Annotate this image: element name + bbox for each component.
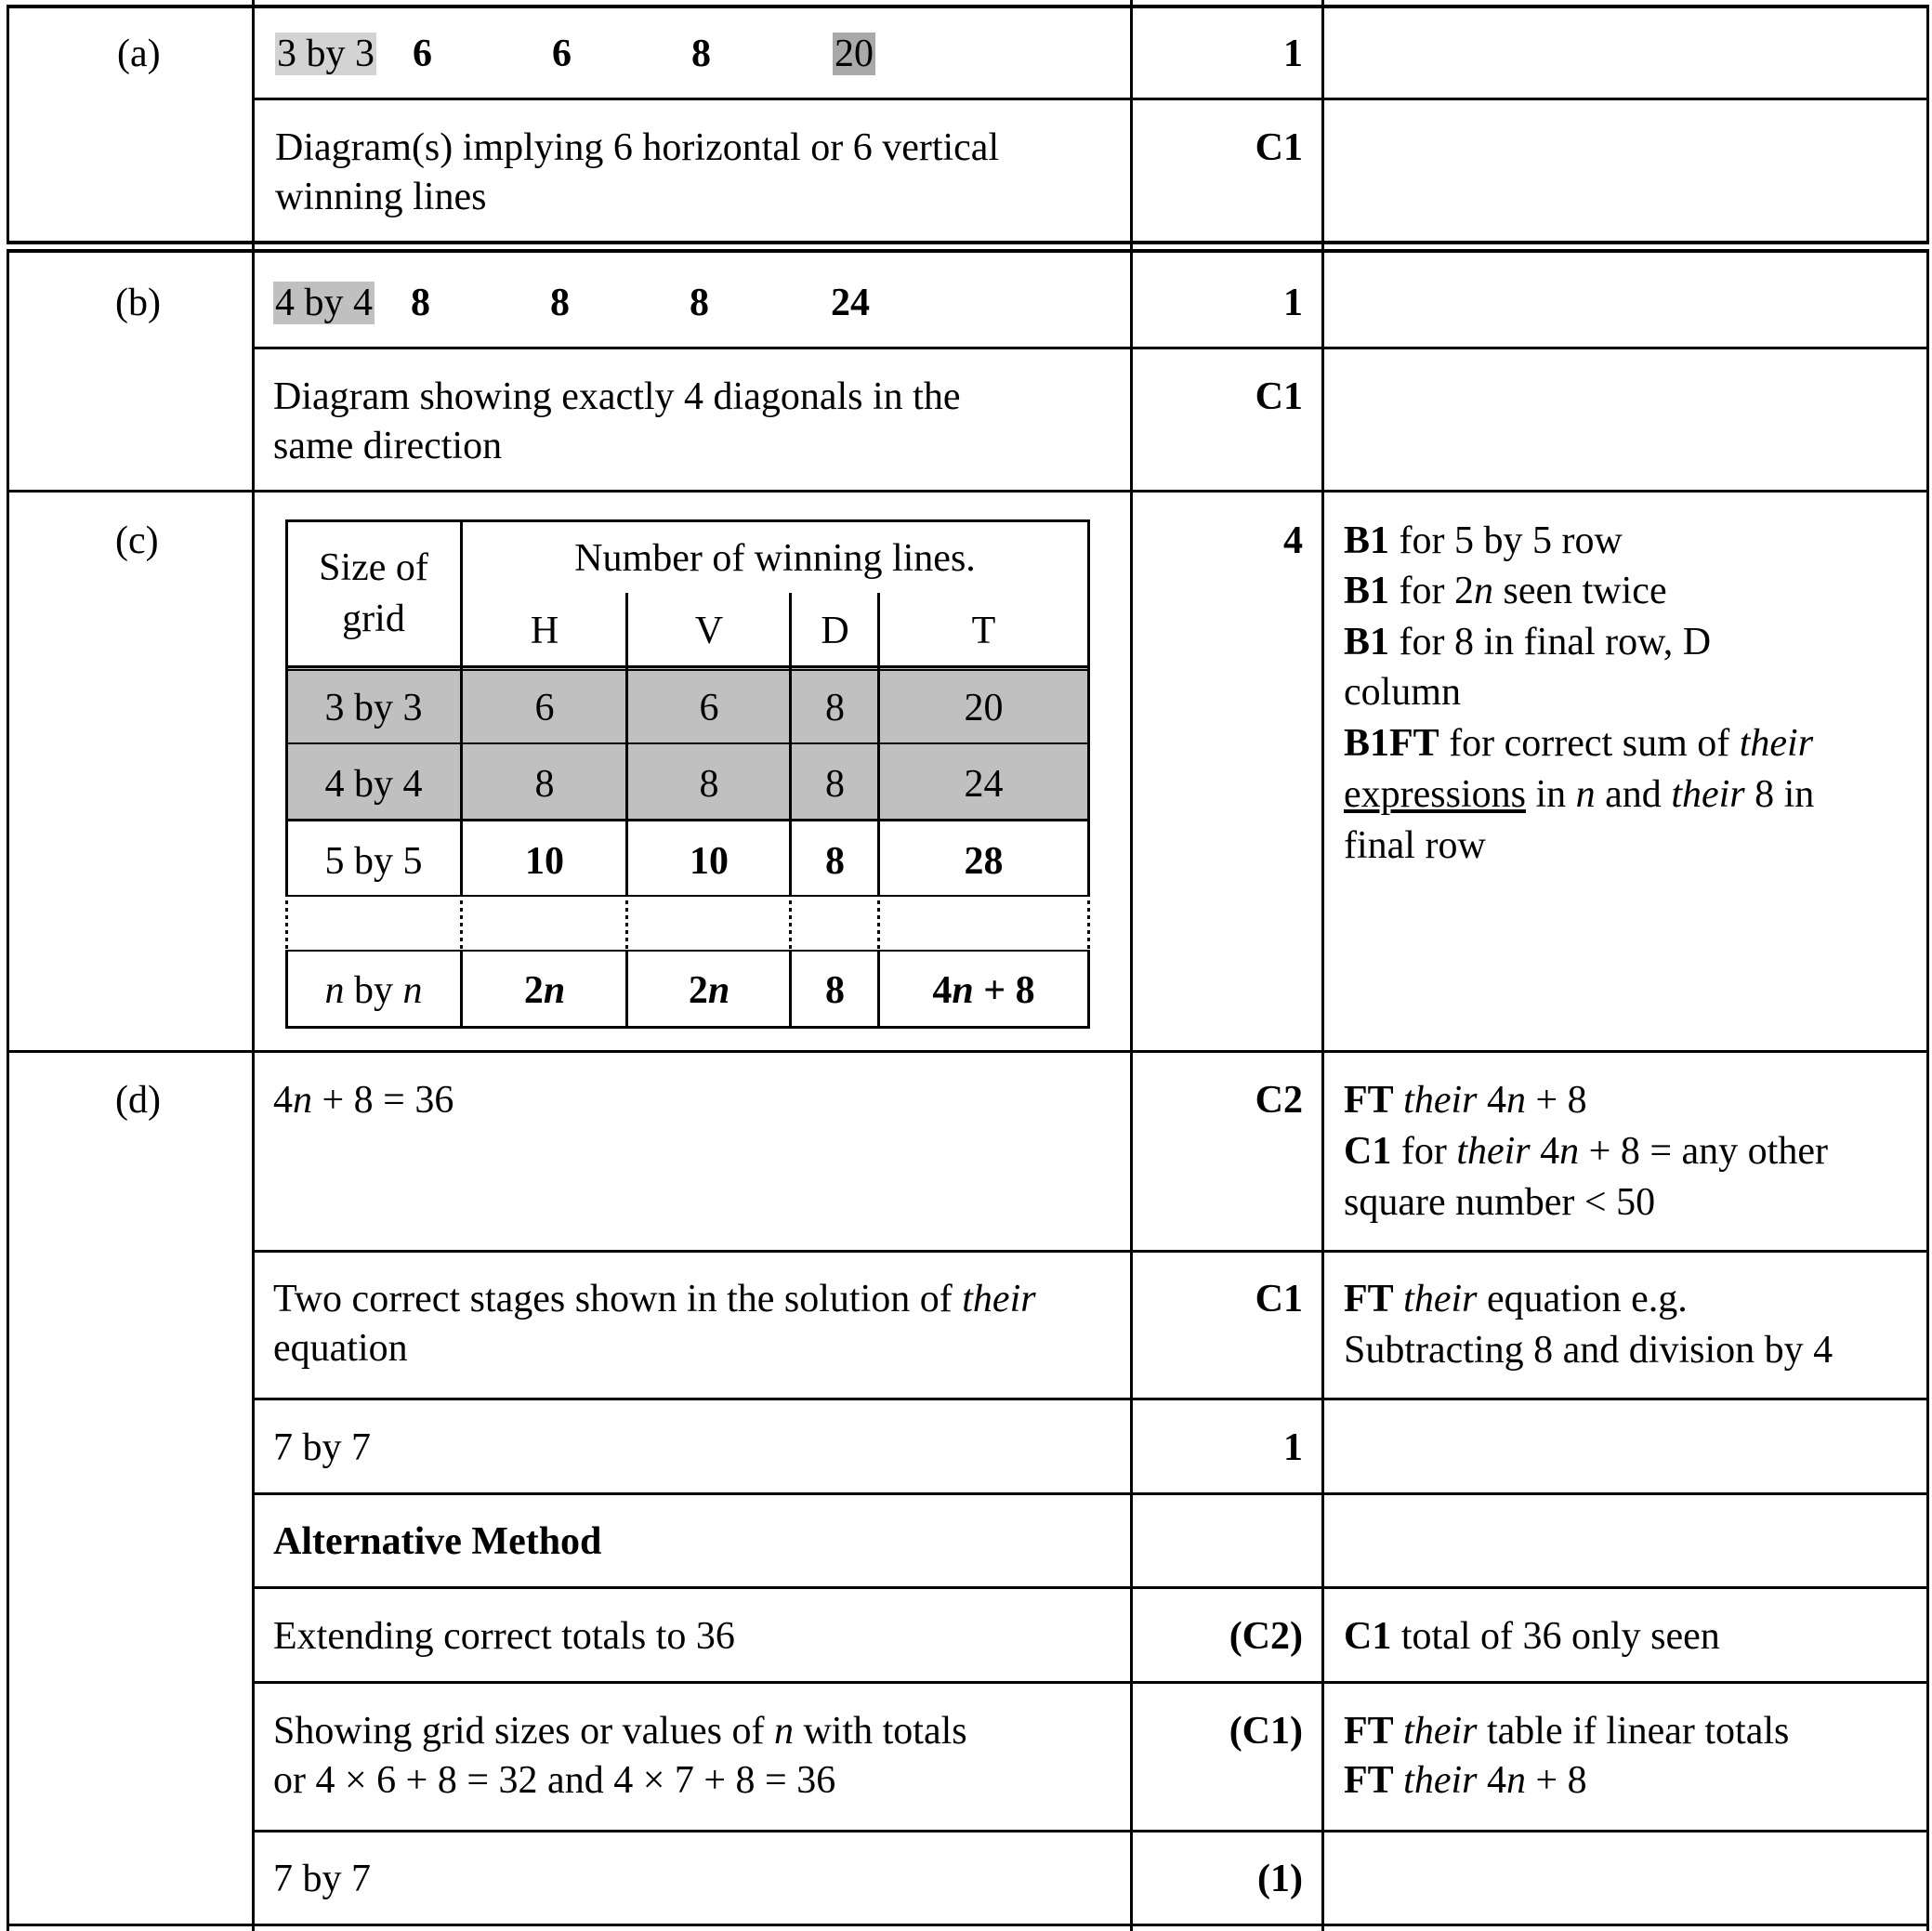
- var-n: n: [324, 969, 345, 1012]
- header-d: D: [821, 610, 849, 652]
- mark: 4: [1283, 519, 1303, 562]
- grid-size: 3 by 3: [277, 33, 375, 75]
- table-cell: 8: [534, 763, 555, 806]
- guidance: square number < 50: [1344, 1181, 1656, 1224]
- mark: 1: [1283, 1426, 1303, 1469]
- header-size: grid: [342, 598, 405, 640]
- t: Showing grid sizes or values of: [273, 1710, 774, 1753]
- table-cell: 24: [964, 763, 1004, 806]
- guidance-text: for correct sum of: [1439, 722, 1740, 765]
- guidance: Subtracting 8 and division by 4: [1344, 1329, 1833, 1372]
- answer-text: [273, 1707, 967, 1756]
- table-cell: 10: [690, 840, 729, 883]
- answer-h: 8: [411, 282, 430, 324]
- t: FT: [1344, 1710, 1394, 1753]
- guidance-text: their: [1739, 722, 1814, 765]
- guidance: [1344, 1076, 1587, 1125]
- mark: C1: [1255, 126, 1303, 169]
- t: n: [1506, 1759, 1526, 1802]
- t: Two correct stages shown in the solution of: [273, 1278, 963, 1320]
- table-cell: 28: [964, 840, 1004, 883]
- guidance-text: for 2: [1389, 570, 1474, 612]
- equation: [273, 1076, 453, 1125]
- t: FT: [1344, 1278, 1394, 1320]
- guidance-text: expressions: [1344, 773, 1526, 816]
- by: by: [344, 969, 403, 1012]
- part-d-label: (d): [115, 1079, 161, 1122]
- guidance-text: n: [1575, 773, 1596, 816]
- t: 4: [1530, 1130, 1560, 1173]
- guidance-text: 8 in: [1744, 773, 1815, 816]
- coef: 2: [523, 969, 544, 1012]
- guidance: [1344, 1612, 1720, 1662]
- answer-text: Extending correct totals to 36: [273, 1615, 735, 1658]
- table-cell: 4 by 4: [324, 763, 423, 806]
- header-h: H: [530, 610, 559, 652]
- var-n: n: [952, 969, 974, 1012]
- guidance-text: in: [1525, 773, 1576, 816]
- header-v: V: [694, 610, 724, 652]
- t: their: [1403, 1079, 1478, 1122]
- t: their: [962, 1278, 1036, 1320]
- guidance: [1344, 1275, 1688, 1324]
- guidance-line: [1344, 821, 1486, 871]
- t: table if linear totals: [1477, 1710, 1790, 1753]
- table-cell: 10: [525, 840, 564, 883]
- t: C1: [1344, 1615, 1392, 1658]
- answer-t: 20: [835, 33, 874, 75]
- table-cell: 8: [825, 687, 845, 729]
- guidance-text: B1: [1344, 570, 1390, 612]
- answer-v: 8: [550, 282, 570, 324]
- t: n: [1506, 1079, 1526, 1122]
- part-c-label: (c): [115, 519, 159, 562]
- answer-text: equation: [273, 1327, 408, 1370]
- cell-d: 8: [825, 969, 845, 1012]
- t: + 8: [1526, 1079, 1587, 1122]
- guidance-text: B1: [1344, 519, 1390, 562]
- answer-text: Diagram showing exactly 4 diagonals in the: [273, 375, 961, 418]
- t: 4: [1477, 1759, 1506, 1802]
- guidance-text: column: [1344, 671, 1461, 714]
- mark: C1: [1255, 1278, 1303, 1320]
- answer-h: 6: [413, 33, 432, 75]
- var-n: n: [707, 969, 730, 1012]
- t: their: [1403, 1759, 1478, 1802]
- alternative-method-heading: Alternative Method: [273, 1520, 602, 1563]
- mark: (C2): [1229, 1615, 1303, 1658]
- mark: (C1): [1229, 1710, 1303, 1753]
- guidance-text: for 8 in final row, D: [1389, 621, 1712, 663]
- part-a-label: (a): [117, 33, 161, 75]
- const: + 8: [973, 969, 1035, 1012]
- var-n: n: [293, 1079, 312, 1122]
- var-n: n: [543, 969, 566, 1012]
- var-n: n: [402, 969, 423, 1012]
- part-a-answer: [275, 30, 376, 79]
- guidance-line: [1344, 517, 1623, 566]
- mark: C1: [1255, 375, 1303, 418]
- t: FT: [1344, 1079, 1394, 1122]
- t: total of 36 only seen: [1391, 1615, 1720, 1658]
- guidance-text: B1FT: [1344, 722, 1439, 765]
- t: + 8 = any other: [1579, 1130, 1828, 1173]
- coef: 2: [688, 969, 708, 1012]
- answer-text: 7 by 7: [273, 1858, 371, 1900]
- mark: C2: [1255, 1079, 1303, 1122]
- answer-text: 7 by 7: [273, 1426, 371, 1469]
- t: + 8: [1526, 1759, 1587, 1802]
- t: C1: [1344, 1130, 1392, 1173]
- table-cell: 5 by 5: [324, 840, 423, 883]
- answer-text: or 4 × 6 + 8 = 32 and 4 × 7 + 8 = 36: [273, 1759, 836, 1802]
- table-cell: 6: [534, 687, 555, 729]
- t: n: [1559, 1130, 1580, 1173]
- guidance-line: [1344, 668, 1461, 717]
- table-cell: 3 by 3: [324, 687, 423, 729]
- table-cell: 8: [699, 763, 719, 806]
- guidance: [1344, 1756, 1587, 1806]
- mark: 1: [1283, 33, 1303, 75]
- answer-text: [273, 1275, 1036, 1324]
- table-cell: 6: [699, 687, 719, 729]
- answer-text: winning lines: [275, 176, 487, 218]
- answer-t: 24: [831, 282, 870, 324]
- guidance-text: and: [1595, 773, 1672, 816]
- guidance-line: [1344, 618, 1711, 667]
- header-group: Number of winning lines.: [574, 537, 976, 580]
- mark: 1: [1283, 282, 1303, 324]
- table-cell: 20: [964, 687, 1004, 729]
- t: their: [1403, 1710, 1478, 1753]
- t: for: [1391, 1130, 1457, 1173]
- header-size: Size of: [319, 546, 428, 589]
- guidance-line: [1344, 770, 1814, 820]
- answer-d: 8: [690, 282, 709, 324]
- t: their: [1403, 1278, 1478, 1320]
- t: equation e.g.: [1477, 1278, 1688, 1320]
- t: with totals: [793, 1710, 967, 1753]
- t: their: [1456, 1130, 1531, 1173]
- t: n: [773, 1710, 794, 1753]
- table-cell: 8: [825, 763, 845, 806]
- answer-v: 6: [552, 33, 572, 75]
- guidance: [1344, 1707, 1789, 1756]
- answer-text: same direction: [273, 425, 503, 467]
- guidance-text: seen twice: [1493, 570, 1667, 612]
- guidance: [1344, 1127, 1828, 1176]
- header-t: T: [971, 610, 996, 652]
- guidance-text: their: [1671, 773, 1745, 816]
- t: FT: [1344, 1759, 1394, 1802]
- answer-d: 8: [691, 33, 711, 75]
- answer-text: Diagram(s) implying 6 horizontal or 6 vertical: [275, 126, 1000, 169]
- guidance-text: n: [1474, 570, 1493, 612]
- guidance-line: [1344, 719, 1813, 768]
- mark: (1): [1257, 1858, 1303, 1900]
- t: + 8 = 36: [312, 1079, 454, 1122]
- table-cell: 8: [825, 840, 845, 883]
- guidance-text: for 5 by 5 row: [1389, 519, 1623, 562]
- guidance-text: B1: [1344, 621, 1390, 663]
- guidance-text: final row: [1344, 824, 1486, 867]
- coef: 4: [932, 969, 953, 1012]
- t: 4: [1477, 1079, 1506, 1122]
- guidance-line: [1344, 567, 1667, 616]
- part-b-label: (b): [115, 282, 161, 324]
- grid-size: 4 by 4: [275, 282, 373, 324]
- t: 4: [273, 1079, 293, 1122]
